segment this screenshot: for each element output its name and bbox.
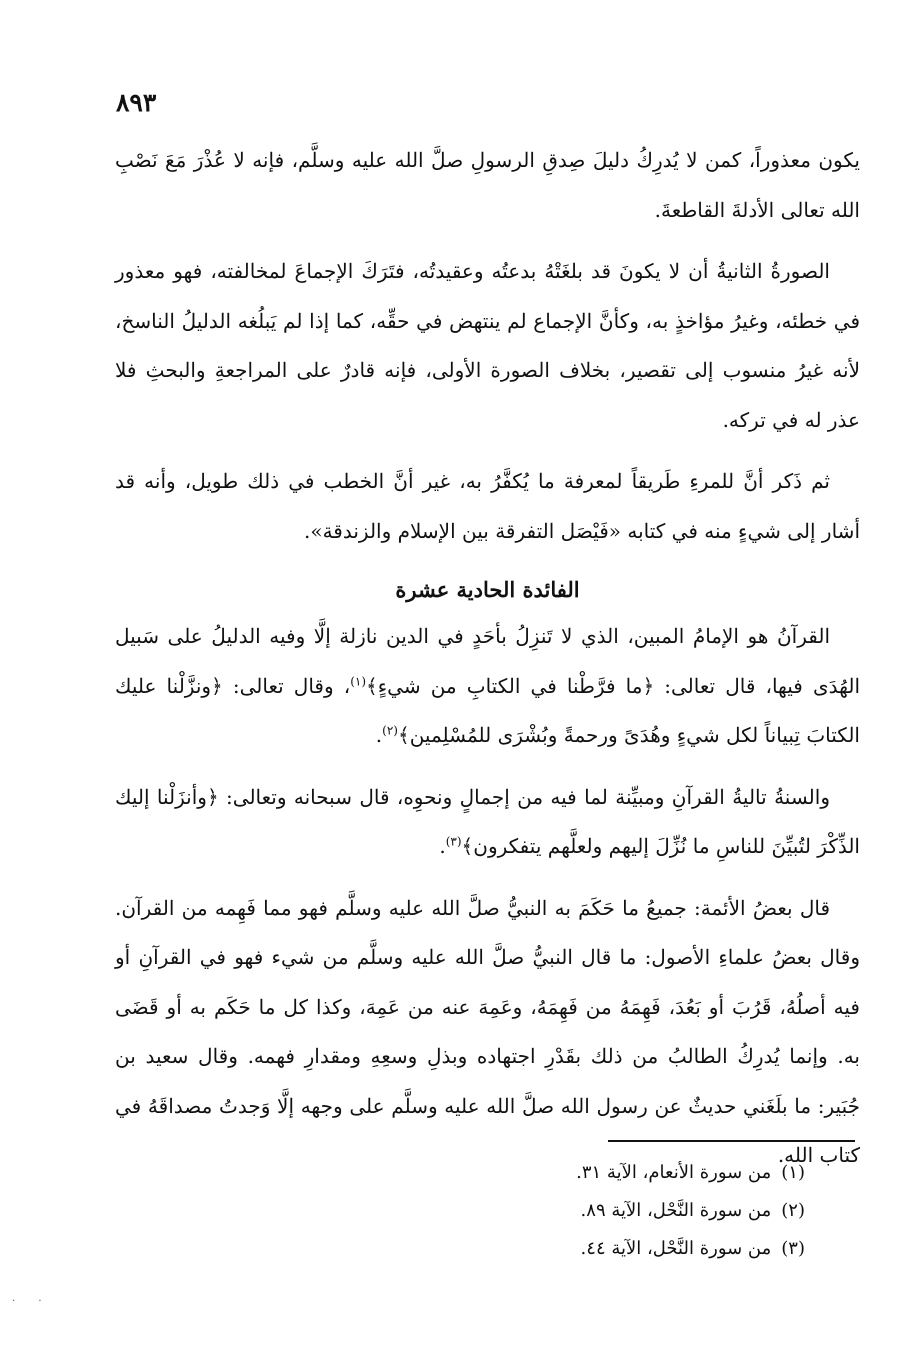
footnote-number: (٣) xyxy=(781,1238,805,1259)
paragraph-text: . xyxy=(375,723,383,747)
footnote-reference: (٣) xyxy=(445,834,462,849)
footnote-text: من سورة الأنعام، الآية ٣١. xyxy=(576,1162,772,1183)
paragraph: يكون معذوراً، كمن لا يُدرِكُ دليلَ صِدقِ الرسولِ صلَّ الله عليه وسلَّم، فإنه لا عُذْرَ مَعَ نَصْبِ الله تعالى الأدلةَ القاطعةَ. xyxy=(115,148,860,222)
paragraph: ثم ذَكر أنَّ للمرءِ طَريقاً لمعرفة ما يُكفَّرُ به، غير أنَّ الخطب في ذلك طويل، وأنه قد أشار إلى شيءٍ منه في كتابه «فَيْصَل التفرقة بين الإسلام والزندقة». xyxy=(115,469,860,543)
paragraph xyxy=(115,773,860,872)
paragraph-text: . xyxy=(439,834,446,858)
paragraph-text: قال بعضُ الأئمة: جميعُ ما حَكَمَ به النبيُّ صلَّ الله عليه وسلَّم فهو مما فَهِمه من القرآن. وقال بعضُ علماءِ الأصول: ما قال النبيُّ صلَّ الله عليه وسلَّم من شيء فهو في القرآنِ أو فيه أصلُهُ، قَرُبَ أو بَعُدَ، فَهِمَهُ من فَهِمَهُ، وعَمِهَ عنه من عَمِهَ، وكذا كل ما حَكَم به أو قَضَى به. وإنما يُدرِكُ الطالبُ من ذلك بقَدْرِ اجتهاده وبذلِ وسعِهِ ومقدارِ فهمه. وقال سعيد بن جُبَير: ما بلَغَني حديثٌ عن رسول الله صلَّ الله عليه وسلَّم على وجهه إلَّا وَجدتُ مصداقَهُ في كتاب الله. xyxy=(115,895,860,1167)
footnote-separator xyxy=(608,1140,855,1142)
page-number: ٨٩٣ xyxy=(116,88,157,117)
footnote-number: (١) xyxy=(781,1162,805,1183)
footnote-text: من سورة النَّحْل، الآية ٤٤. xyxy=(580,1238,772,1259)
paragraph-text: والسنةُ تاليةُ القرآنِ ومبيِّنة لما فيه من إجمالٍ ونحوِه، قال سبحانه وتعالى: ﴿وأنزَلْنا إليك الذِّكْرَ لتُبيِّنَ للناسِ ما نُزِّلَ إليهم ولعلَّهم يتفكرون﴾ xyxy=(115,784,860,858)
footnote-reference: (٢) xyxy=(382,723,398,738)
footnote-number: (٢) xyxy=(781,1200,805,1221)
paragraph xyxy=(115,612,860,761)
paragraph-text: ، وقال تعالى: ﴿ونزَّلْنا عليك الكتابَ تِبياناً لكل شيءٍ وهُدَىً ورحمةً وبُشْرَى للمُسْلِمين﴾ xyxy=(115,673,860,747)
scan-specks: · · xyxy=(12,1296,52,1307)
footnotes xyxy=(400,1154,805,1268)
footnote xyxy=(400,1154,805,1192)
section-heading: الفائدة الحادية عشرة xyxy=(395,577,580,602)
paragraph-text: القرآنُ هو الإمامُ المبين، الذي لا تَنزِلُ بأحَدٍ في الدين نازلة إلَّا وفيه الدليلُ على سَبيل الهُدَى فيها، قال تعالى: ﴿ما فرَّطْنا في الكتابِ من شيءٍ﴾ xyxy=(115,624,860,698)
paragraph xyxy=(115,884,860,1181)
footnote xyxy=(400,1192,805,1230)
footnote-reference: (١) xyxy=(350,673,367,688)
footnote-text: من سورة النَّحْل، الآية ٨٩. xyxy=(580,1200,772,1221)
main-text xyxy=(115,136,860,1193)
footnote xyxy=(400,1230,805,1268)
paragraph: الصورةُ الثانيةُ أن لا يكونَ قد بلغَتْهُ بدعتُه وعقيدتُه، فتَرَكَ الإجماعَ لمخالفته، فهو معذور في خطئه، وغيرُ مؤاخذٍ به، وكأنَّ الإجماع لم ينتهض في حقِّه، كما إذا لم يَبلُغه الدليلُ الناسخ، لأنه غيرُ منسوب إلى تقصير، بخلاف الصورة الأولى، فإنه قادرٌ على المراجعةِ والبحثِ فلا عذر له في تركه. xyxy=(115,259,860,432)
